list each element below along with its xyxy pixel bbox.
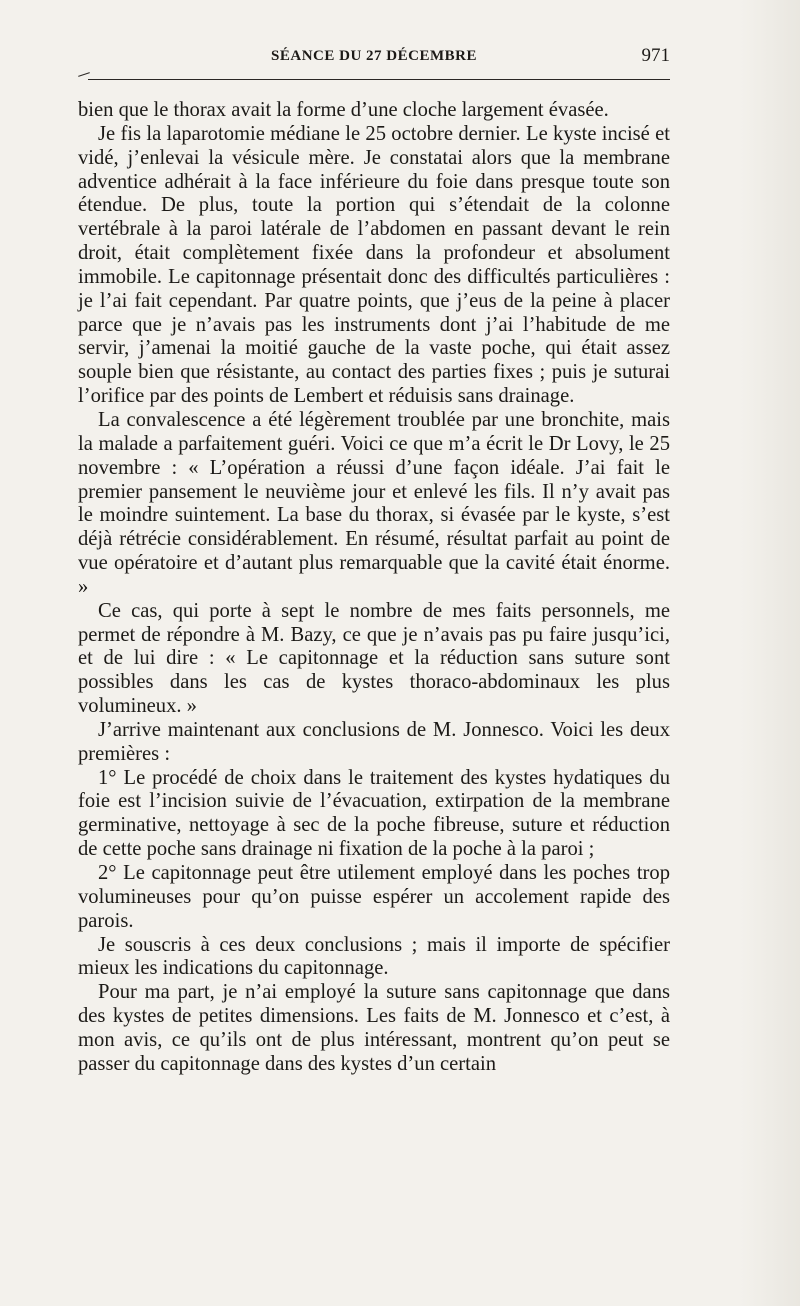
page-edge-shading (740, 0, 800, 1306)
paragraph: 2° Le capitonnage peut être utilement employé dans les poches trop volumineuses pour qu’on puisse espérer un accolement rapide des parois. (78, 862, 670, 932)
page-header (78, 45, 670, 71)
paragraph: J’arrive maintenant aux conclusions de M. Jonnesco. Voici les deux premières : (78, 718, 670, 765)
page-number: 971 (641, 45, 670, 66)
running-title: SÉANCE DU 27 DÉCEMBRE (271, 48, 477, 64)
paragraph: Ce cas, qui porte à sept le nombre de mes faits personnels, me permet de répondre à M. Bazy, ce que je n’avais pas pu faire jusqu’ici, et de lui dire : « Le capitonnage et la réduction sans suture sont possibles dans les cas de kystes thoraco-abdominaux les plus volumineux. » (78, 599, 670, 718)
header-rule-mark (78, 72, 90, 77)
paragraph: Pour ma part, je n’ai employé la suture sans capitonnage que dans des kystes de petites dimensions. Les faits de M. Jonnesco et c’est, à mon avis, ce qu’ils ont de plus intéressant, montrent qu’on peut se passer du capitonnage dans des kystes d’un certain (78, 981, 670, 1075)
body-text (78, 99, 670, 1077)
header-rule (88, 79, 670, 80)
paragraph: 1° Le procédé de choix dans le traitement des kystes hydatiques du foie est l’incision suivie de l’évacuation, extirpation de la membrane germinative, nettoyage à sec de la poche fibreuse, suture et réduction de cette poche sans drainage ni fixation de la poche à la paroi ; (78, 766, 670, 861)
paragraph: La convalescence a été légèrement troublée par une bronchite, mais la malade a parfaitement guéri. Voici ce que m’a écrit le Dr Lovy, le 25 novembre : « L’opération a réussi d’une façon idéale. J’ai fait le premier pansement le neuvième jour et enlevé les fils. Il n’y avait pas le moindre suintement. La base du thorax, si évasée par le kyste, s’est déjà rétrécie considérablement. En résumé, résultat parfait au point de vue opératoire et d’autant plus remarquable que la cavité était énorme. » (78, 408, 670, 598)
paragraph: Je souscris à ces deux conclusions ; mais il importe de spécifier mieux les indications du capitonnage. (78, 933, 670, 980)
paragraph: bien que le thorax avait la forme d’une cloche largement évasée. (78, 99, 609, 121)
paragraph: Je fis la laparotomie médiane le 25 octobre dernier. Le kyste incisé et vidé, j’enlevai la vésicule mère. Je constatai alors que la membrane adventice adhérait à la face inférieure du foie dans presque toute son étendue. De plus, toute la portion qui s’étendait de la colonne vertébrale à la paroi latérale de l’abdomen en passant devant le rein droit, était complètement fixée dans la profondeur et absolument immobile. Le capitonnage présentait donc des difficultés particulières : je l’ai fait cependant. Par quatre points, que j’eus de la peine à placer parce que je n’avais pas les instruments dont j’ai l’habitude de me servir, j’amenai la moitié gauche de la vaste poche, qui était assez souple bien que résistante, au contact des parties fixes ; puis je suturai l’orifice par des points de Lembert et réduisis sans drainage. (78, 122, 670, 408)
